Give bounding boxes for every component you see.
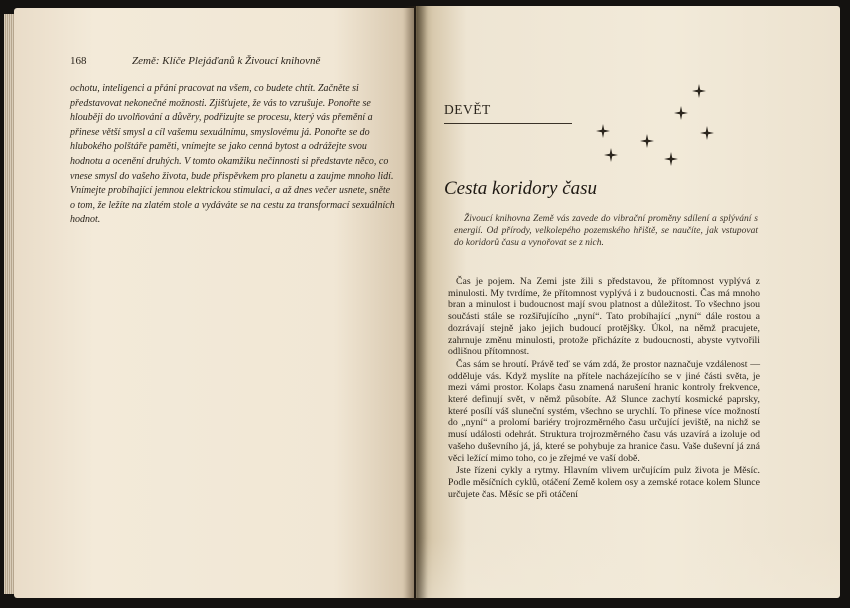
body-paragraph: Čas je pojem. Na Zemi jste žili s představou, že přítomnost vyplývá z minulosti. My tvrdíme, že přítomnost vyplývá i z budoucnosti. Čas má mnoho bran a minulost i budoucnost mají svou platnost a důležitost. To všechno jsou součásti stále se rozšiřujícího „nyní“. Tato probíhající „nyní“ dále rostou a dozrávají stejně jako jejich budoucí protějšky. Úkol, na němž pracujete, zahrnuje změnu minulosti, protože přicházíte z budoucnosti, abyste vytvořili odlišnou přítomnost. [448,276,760,358]
body-paragraph: Jste řízeni cykly a rytmy. Hlavním vlivem určujícím pulz života je Měsíc. Podle měsíčních cyklů, otáčení Země kolem osy a zemské rotace kolem Slunce určujete čas. Měsíc se při otáčení [448,465,760,500]
chapter-rule [444,123,572,124]
star-icon [674,106,688,120]
chapter-title: Cesta koridory času [444,178,598,199]
page-number: 168 [70,55,87,67]
chapter-label: DEVĚT [444,102,491,117]
star-icon [596,124,610,138]
chapter-intro [454,213,758,249]
chapter-body [448,276,760,500]
right-page [416,6,840,598]
running-title: Země: Klíče Plejáďanů k Živoucí knihovně [132,55,321,67]
star-icon [692,84,706,98]
body-paragraph: Čas sám se hroutí. Právě teď se vám zdá, že prostor naznačuje vzdálenost — odděluje vás. Když myslíte na přítele nacházejícího se v jiné části světa, je mezi vámi prostor. Kolaps času znamená narušení hranic kontroly frekvence, které definují svět, v němž působíte. Až Slunce zachytí kosmické paprsky, které posílí váš sluneční systém, všechno se urychlí. To přinese více možností do „nyní“ a prolomí bariéry trojrozměrného času určující jeviště, na nichž se musí události odehrát. Struktura trojrozměrného času vás uzavírá a izoluje od vašeho duševního já, já, které se pohybuje za hranice času. Vaše duševní já zná věci ležící mimo toho, co je zřejmé ve vaší době. [448,358,760,464]
star-icon [664,152,678,166]
book-gutter [404,6,428,600]
page-fade [416,538,840,598]
star-icon [700,126,714,140]
left-page [14,8,414,598]
left-paragraph: ochotu, inteligenci a přání pracovat na všem, co budete chtít. Začněte si představovat nekonečné možnosti. Zjišťujete, že vás to vzrušuje. Ponořte se hlouběji do uvolňování a důvěry, podřizujte se procesu, který vás přemění a přinese větší smysl a cíl vašemu sexuálnímu, smyslovému já. Ponořte se do hlubokého polštáře paměti, vnímejte se jako cenná bytost a odrážejte svou hodnotu a ocenění druhých. V tomto okamžiku nečinnosti si představte něco, co vnese smysl do vašeho života, bude přispěvkem pro planetu a zaujme mnoho lidí. Vnímejte probíhající jemnou elektrickou stimulaci, a až dnes večer usnete, sněte o tom, že ležíte na zlatém stole a vydáváte se na cestu za transformací sexuálních hodnot. [70,83,395,226]
left-page-text [70,82,396,228]
intro-paragraph: Živoucí knihovna Země vás zavede do vibrační proměny sdílení a splývání s energií. Od přírody, velkolepého pozemského hřiště, se naučíte, jak vstupovat do koridorů času a vynořovat se z nich. [454,214,758,248]
star-icon [604,148,618,162]
star-icon [640,134,654,148]
